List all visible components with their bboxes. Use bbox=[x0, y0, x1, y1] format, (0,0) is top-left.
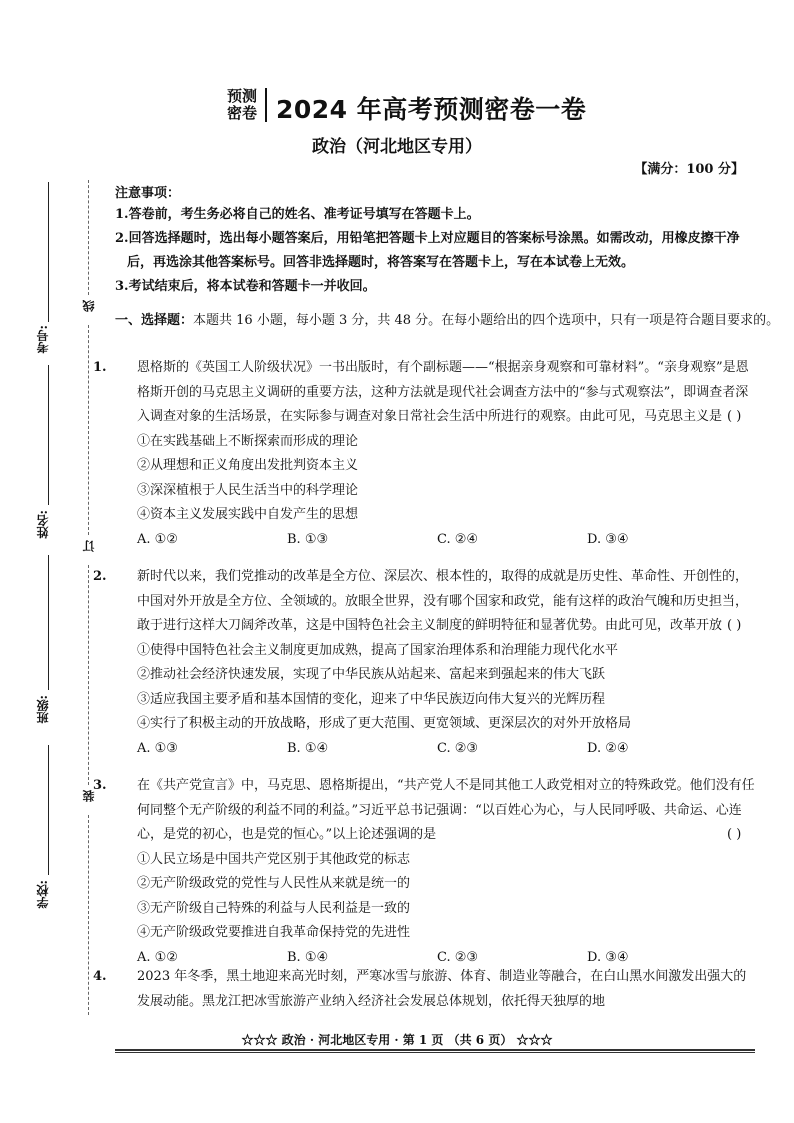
section-title: 一、选择题： bbox=[115, 313, 194, 328]
option-3: ③深深植根于人民生活当中的科学理论 bbox=[137, 482, 359, 498]
name-label: 姓名: bbox=[36, 510, 50, 539]
exam-no-line bbox=[48, 182, 49, 322]
question-stem bbox=[93, 965, 755, 1014]
binding-margin bbox=[0, 0, 100, 1123]
choice-c: C. ②③ bbox=[437, 740, 479, 756]
class-label: 班级: bbox=[36, 695, 50, 724]
question-stem-text: 恩格斯的《英国工人阶级状况》一书出版时，有个副标题——“根据亲身观察和可靠材料”。“亲身观察”是恩格斯开创的马克思主义调研的重要方法，这种方法就是现代社会调查方法中的“参与式观察法”，即调查者深入调查对象的生活场景，在实际参与调查对象日常社会生活中所进行的观察。由此可见，马克思主义是 bbox=[137, 360, 749, 424]
page-footer: ☆☆☆ 政治 · 河北地区专用 · 第 1 页 （共 6 页） ☆☆☆ bbox=[241, 1033, 553, 1047]
cut-line-1 bbox=[88, 180, 89, 295]
footer-rule-thin bbox=[115, 1052, 755, 1053]
cut-line-3 bbox=[88, 565, 89, 785]
name-line bbox=[48, 365, 49, 505]
choice-d: D. ③④ bbox=[587, 531, 629, 547]
class-line bbox=[48, 555, 49, 690]
question-stem-text: 2023 年冬季，黑土地迎来高光时刻，严寒冰雪与旅游、体育、制造业等融合，在白山黑水间激发出强大的发展动能。黑龙江把冰雪旅游产业纳入经济社会发展总体规划，依托得天独厚的地 bbox=[137, 969, 747, 1009]
option-1: ①在实践基础上不断探索而形成的理论 bbox=[137, 433, 359, 449]
question-number: 2. bbox=[93, 569, 107, 584]
zhuang-mark: 装 bbox=[82, 790, 96, 802]
option-3: ③适应我国主要矛盾和基本国情的变化，迎来了中华民族迈向伟大复兴的光辉历程 bbox=[137, 691, 606, 707]
subject-subtitle: 政治（河北地区专用） bbox=[312, 137, 482, 157]
choice-d: D. ③④ bbox=[587, 949, 629, 965]
section-desc: 本题共 16 小题，每小题 3 分，共 48 分。在每小题给出的四个选项中，只有一项是符合题目要求的。 bbox=[193, 313, 780, 328]
question-stem: 2. 新时代以来，我们党推动的改革是全方位、深层次、根本性的，取得的成就是历史性、革命性、开创性的，中国对外开放是全方位、全领域的。放眼全世界，没有哪个国家和政党，能有这样的政治气魄和历史担当，敢于进行这样大刀阔斧改革，这是中国特色社会主义制度的鲜明特征和显著优势。由此可见，改革开放 ( ) bbox=[115, 565, 755, 639]
option-4: ④实行了积极主动的开放战略，形成了更大范围、更宽领域、更深层次的对外开放格局 bbox=[137, 716, 632, 731]
badge-line-2: 密卷 bbox=[226, 104, 257, 122]
question-1 bbox=[93, 356, 755, 552]
badge-line-1: 预测 bbox=[226, 87, 257, 105]
option-2: ②无产阶级政党的党性与人民性从来就是统一的 bbox=[137, 876, 411, 891]
choice-b: B. ①③ bbox=[287, 531, 329, 547]
full-score: 【满分：100 分】 bbox=[634, 162, 744, 177]
option-1: ①人民立场是中国共产党区别于其他政党的标志 bbox=[137, 851, 411, 867]
choice-a: A. ①② bbox=[137, 949, 178, 965]
choice-d: D. ②④ bbox=[587, 740, 629, 756]
cut-line-2 bbox=[88, 325, 89, 535]
exam-no-label: 考号: bbox=[36, 325, 50, 354]
question-stem: 3. 在《共产党宣言》中，马克思、恩格斯提出，“共产党人不是同其他工人政党相对立的特殊政党。他们没有任何同整个无产阶级的利益不同的利益。”习近平总书记强调：“以百姓心为心，与人民同呼吸、共命运、心连心，是党的初心，也是党的恒心。”以上论述强调的是 ( ) bbox=[115, 774, 755, 848]
cut-line-4 bbox=[88, 815, 89, 1015]
ding-mark: 订 bbox=[82, 540, 96, 552]
question-3 bbox=[93, 774, 755, 970]
option-2: ②从理想和正义角度出发批判资本主义 bbox=[137, 458, 359, 473]
notice-item-1: 1.答卷前，考生务必将自己的姓名、准考证号填写在答题卡上。 bbox=[115, 207, 480, 222]
option-4: ④无产阶级政党要推进自我革命保持党的先进性 bbox=[137, 925, 411, 940]
question-stem-text: 新时代以来，我们党推动的改革是全方位、深层次、根本性的，取得的成就是历史性、革命性、开创性的，中国对外开放是全方位、全领域的。放眼全世界，没有哪个国家和政党，能有这样的政治气魄和历史担当，敢于进行这样大刀阔斧改革，这是中国特色社会主义制度的鲜明特征和显著优势。由此可见，改革开放 bbox=[137, 569, 749, 633]
notice-heading: 注意事项： bbox=[115, 186, 181, 201]
school-line bbox=[48, 745, 49, 875]
question-stem-text: 在《共产党宣言》中，马克思、恩格斯提出，“共产党人不是同其他工人政党相对立的特殊政党。他们没有任何同整个无产阶级的利益不同的利益。”习近平总书记强调：“以百姓心为心，与人民同呼吸、共命运、心连心，是党的初心，也是党的恒心。”以上论述强调的是 bbox=[137, 778, 755, 842]
notice-item-3: 3.考试结束后，将本试卷和答题卡一并收回。 bbox=[115, 279, 376, 294]
title-divider bbox=[265, 88, 267, 122]
option-4: ④资本主义发展实践中自发产生的思想 bbox=[137, 507, 359, 522]
choice-c: C. ②④ bbox=[437, 531, 479, 547]
choice-a: A. ①③ bbox=[137, 740, 178, 756]
choice-b: B. ①④ bbox=[287, 740, 329, 756]
option-3: ③无产阶级自己特殊的利益与人民利益是一致的 bbox=[137, 900, 411, 916]
choices bbox=[115, 737, 755, 762]
footer-rule bbox=[115, 1049, 755, 1051]
page-title: 2024 年高考预测密卷一卷 bbox=[276, 95, 587, 124]
question-number: 3. bbox=[93, 778, 107, 793]
question-number: 4. bbox=[93, 969, 107, 984]
option-2: ②推动社会经济快速发展，实现了中华民族从站起来、富起来到强起来的伟大飞跃 bbox=[137, 667, 606, 682]
exam-badge bbox=[222, 88, 262, 122]
question-2 bbox=[93, 565, 755, 761]
option-1: ①使得中国特色社会主义制度更加成熟，提高了国家治理体系和治理能力现代化水平 bbox=[137, 642, 619, 658]
notice-item-2: 2.回答选择题时，选出每小题答案后，用铅笔把答题卡上对应题目的答案标号涂黑。如需改动，用橡皮擦干净后，再选涂其他答案标号。回答非选择题时，将答案写在答题卡上，写在本试卷上无效。 bbox=[115, 231, 740, 270]
choice-c: C. ②③ bbox=[437, 949, 479, 965]
choices bbox=[115, 528, 755, 553]
line-mark: 线 bbox=[82, 300, 96, 312]
section-header bbox=[115, 309, 781, 333]
question-4 bbox=[93, 965, 755, 1014]
choice-b: B. ①④ bbox=[287, 949, 329, 965]
question-stem: 1. 恩格斯的《英国工人阶级状况》一书出版时，有个副标题——“根据亲身观察和可靠材料”。“亲身观察”是恩格斯开创的马克思主义调研的重要方法，这种方法就是现代社会调查方法中的“参与式观察法”，即调查者深入调查对象的生活场景，在实际参与调查对象日常社会生活中所进行的观察。由此可见，马克思主义是 ( ) bbox=[115, 356, 755, 430]
question-number: 1. bbox=[93, 360, 107, 375]
school-label: 学校: bbox=[36, 880, 50, 909]
choice-a: A. ①② bbox=[137, 531, 178, 547]
